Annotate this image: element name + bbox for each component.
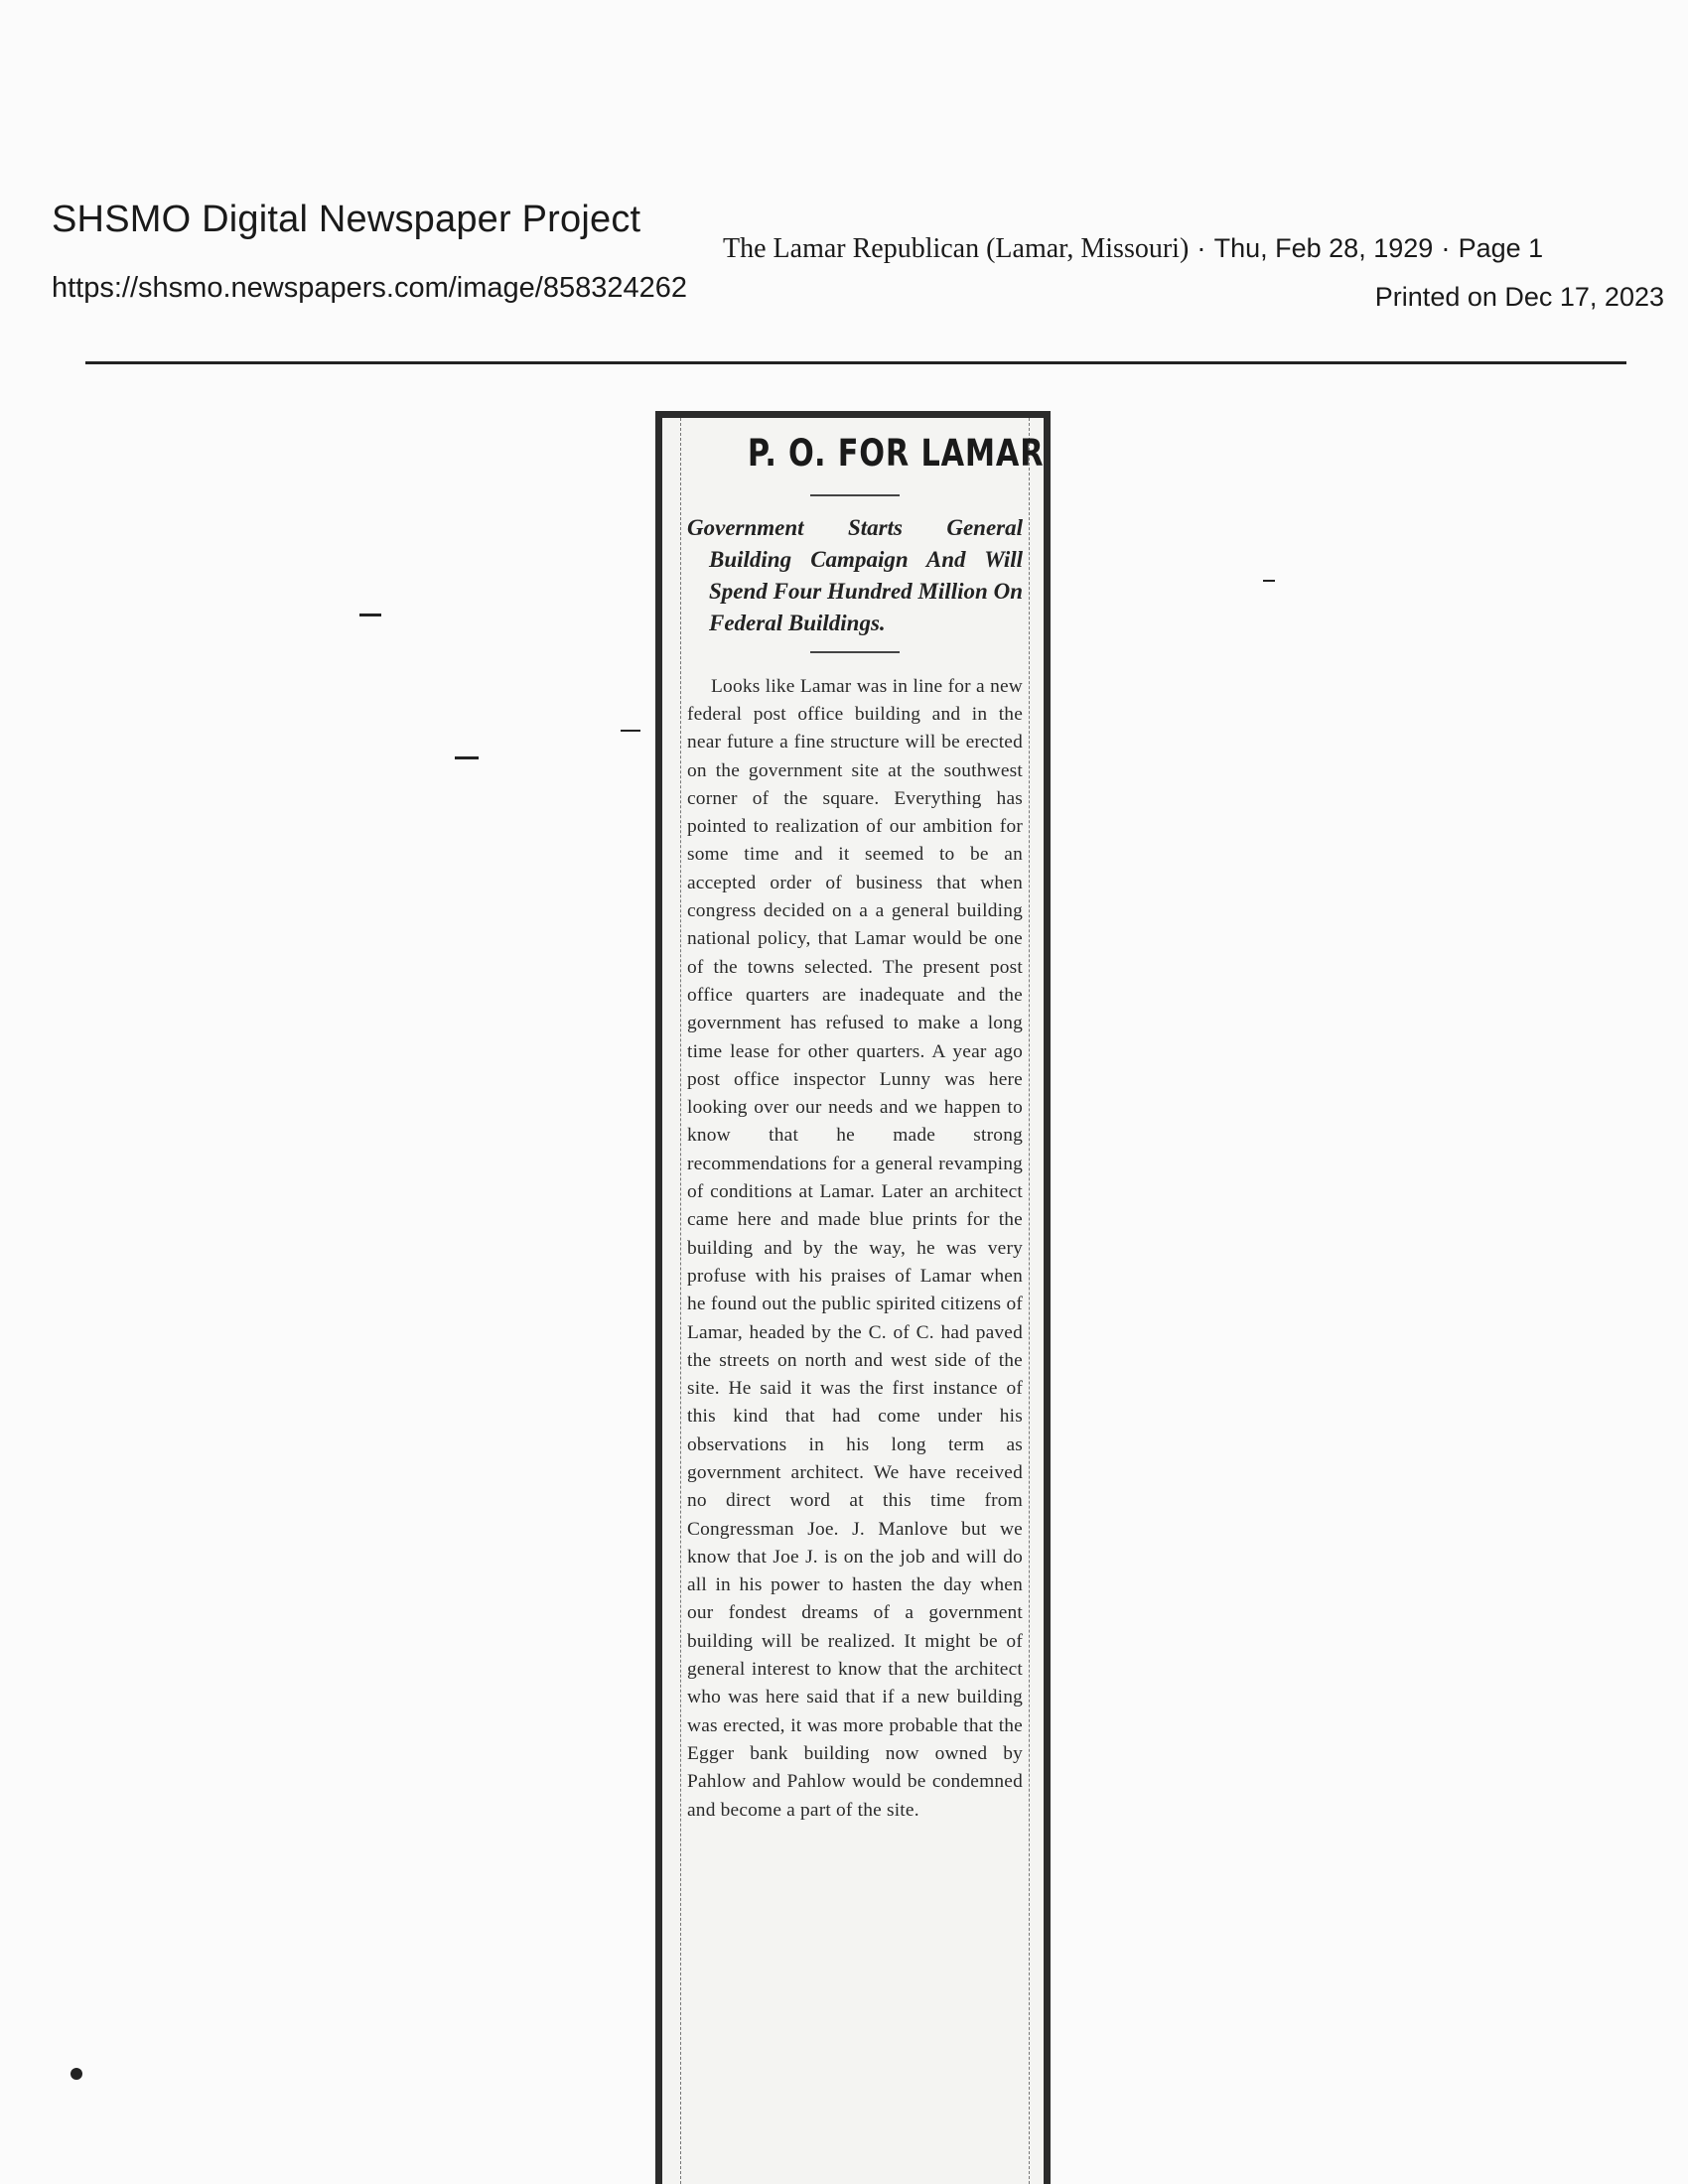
scan-speck <box>1263 580 1275 582</box>
scan-speck <box>70 2068 82 2080</box>
article-body: Looks like Lamar was in line for a new federal post office building and in the near future a fine structure will be erected on the government site at the southwest corner of the square. Everything has pointed to realization of our ambition for some time and it seemed to be an accepted order of business that when congress decided on a a general building national policy, that Lamar would be one of the towns selected. The present post office quarters are inadequate and the government has refused to make a long time lease for other quarters. A year ago post office inspector Lunny was here looking over our needs and we happen to know that he made strong recommendations for a general revamping of conditions at Lamar. Later an architect came here and made blue prints for the building and by the way, he was very profuse with his praises of Lamar when he found out the public spirited citizens of Lamar, headed by the C. of C. had paved the streets on north and west side of the site. He said it was the first instance of this kind that had come under his observations in his long term as government architect. We have received no direct word at this time from Congressman Joe. J. Manlove but we know that Joe J. is on the job and will do all in his power to hasten the day when our fondest dreams of a government building will be realized. It might be of general interest to know that the architect who was here said that if a new building was erected, it was more probable that the Egger bank building now owned by Pahlow and Pahlow would be condemned and become a part of the site. <box>687 675 1023 1821</box>
page-number: Page 1 <box>1458 233 1544 263</box>
article-deck: Government Starts General Building Campaign And Will Spend Four Hundred Million On Federal Buildings. <box>687 514 1023 635</box>
source-url[interactable]: https://shsmo.newspapers.com/image/858324262 <box>52 272 687 304</box>
printed-date: Printed on Dec 17, 2023 <box>1374 282 1664 312</box>
deck-divider <box>810 651 900 653</box>
issue-date: Thu, Feb 28, 1929 <box>1213 233 1434 263</box>
scan-speck <box>455 756 479 759</box>
newspaper-citation <box>723 232 1543 265</box>
header-divider <box>85 361 1626 364</box>
site-title: SHSMO Digital Newspaper Project <box>52 199 641 240</box>
separator: · <box>1196 232 1206 263</box>
newspaper-clipping <box>655 411 1051 2184</box>
newspaper-name: The Lamar Republican (Lamar, Missouri) <box>723 233 1190 264</box>
scan-speck <box>621 730 640 732</box>
article-headline: P. O. FOR LAMAR <box>747 432 1045 475</box>
headline-divider <box>810 494 900 496</box>
separator: · <box>1441 232 1451 263</box>
scan-speck <box>359 614 381 616</box>
clipping-column <box>680 418 1045 2184</box>
